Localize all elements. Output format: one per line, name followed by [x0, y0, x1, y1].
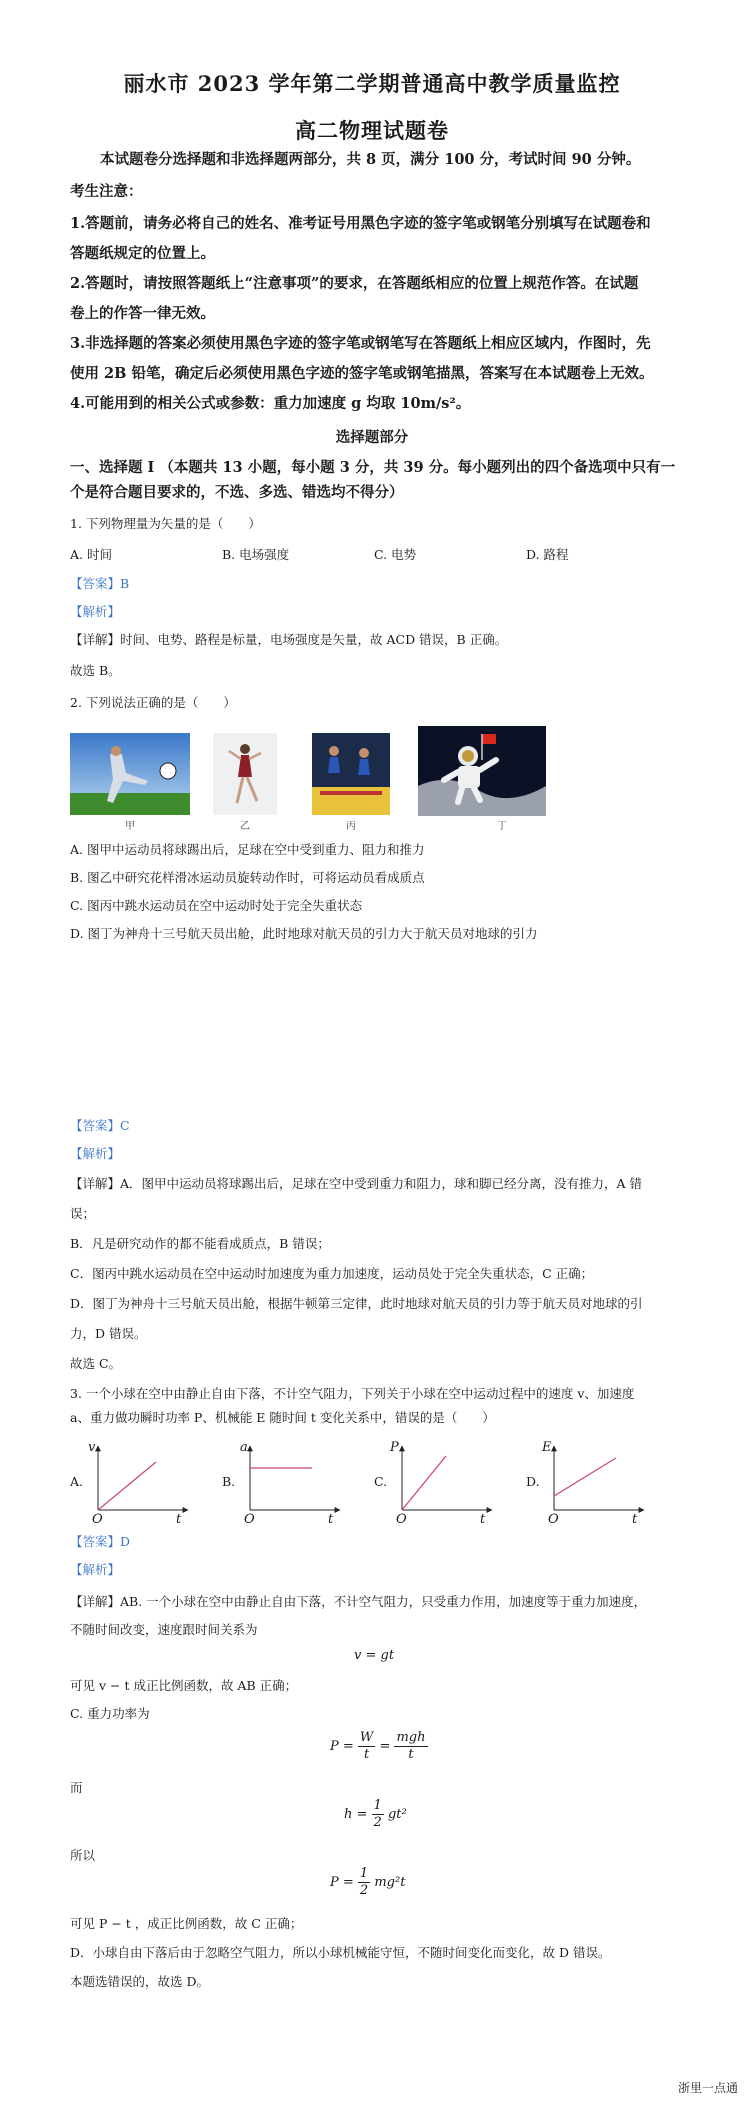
q3-line: 而	[70, 1780, 83, 1795]
graph-d-x-label: t	[632, 1512, 638, 1527]
figure-skater-photo	[213, 733, 277, 815]
q2-detail-line: B．凡是研究动作的都不能看成质点，B 错误；	[70, 1236, 330, 1251]
q2-option-d: D. 图丁为神舟十三号航天员出舱，此时地球对航天员的引力大于航天员对地球的引力	[70, 926, 538, 941]
graph-c-label: C.	[374, 1474, 388, 1489]
q3-line: 可见 v − t 成正比例函数，故 AB 正确；	[70, 1678, 298, 1693]
q1-answer: 【答案】B	[70, 576, 130, 591]
q3-stem: a、重力做功瞬时功率 P、机械能 E 随时间 t 变化关系中，错误的是（ ）	[70, 1410, 495, 1425]
graph-b-origin: O	[244, 1512, 255, 1527]
q3-detail: 【详解】AB. 一个小球在空中由静止自由下落，不计空气阻力，只受重力作用，加速度等于重力加速度，	[70, 1594, 647, 1609]
exam-subtitle: 高二物理试题卷	[295, 118, 449, 143]
q2-stem: 2. 下列说法正确的是（ ）	[70, 695, 236, 710]
graph-c-y-label: P	[390, 1440, 399, 1455]
caption-ding: 丁	[497, 821, 507, 832]
astronaut-photo	[418, 726, 546, 816]
q2-detail-line: C．图丙中跳水运动员在空中运动时加速度为重力加速度，运动员处于完全失重状态，C 正确；	[70, 1266, 594, 1281]
q2-detail-line: 误；	[70, 1206, 96, 1221]
q3-line: 可见 P − t ，成正比例函数，故 C 正确；	[70, 1916, 303, 1931]
q3-line: D．小球自由下落后由于忽略空气阻力，所以小球机械能守恒，不随时间变化而变化，故 D 错误。	[70, 1945, 611, 1960]
notice-line: 2.答题时，请按照答题纸上“注意事项”的要求，在答题纸相应的位置上规范作答。在试题	[70, 275, 639, 292]
graph-b-y-label: a	[240, 1440, 248, 1455]
q3-line: 本题选错误的，故选 D。	[70, 1974, 209, 1989]
graph-d-label: D.	[526, 1474, 540, 1489]
q1-option-d: D. 路程	[526, 547, 569, 562]
graph-b	[236, 1440, 344, 1520]
notice-line: 4.可能用到的相关公式或参数：重力加速度 g 均取 10m/s²。	[70, 395, 471, 412]
q3-line: C. 重力功率为	[70, 1706, 150, 1721]
equation-power-final: P = $\frac{1}{2}$ mg²t	[330, 1866, 406, 1898]
graph-c-origin: O	[396, 1512, 407, 1527]
graph-d-origin: O	[548, 1512, 559, 1527]
caption-bing: 丙	[346, 821, 356, 832]
q2-detail-line: D．图丁为神舟十三号航天员出舱，根据牛顿第三定律，此时地球对航天员的引力等于航天员对地球的引	[70, 1296, 643, 1311]
q1-option-a: A. 时间	[70, 547, 112, 562]
intro-text: 本试题卷分选择题和非选择题两部分，共 8 页，满分 100 分，考试时间 90 分钟。	[100, 151, 641, 168]
graph-a-x-label: t	[176, 1512, 182, 1527]
q1-detail: 【详解】时间、电势、路程是标量，电场强度是矢量，故 ACD 错误，B 正确。	[70, 632, 508, 647]
q2-option-a: A. 图甲中运动员将球踢出后，足球在空中受到重力、阻力和推力	[70, 842, 425, 857]
q3-answer: 【答案】D	[70, 1534, 131, 1549]
q1-conclusion: 故选 B。	[70, 663, 121, 678]
graph-b-x-label: t	[328, 1512, 334, 1527]
notice-line: 卷上的作答一律无效。	[70, 305, 215, 322]
graph-d-y-label: E	[542, 1440, 552, 1455]
q1-option-b: B. 电场强度	[222, 547, 290, 562]
q2-option-c: C. 图丙中跳水运动员在空中运动时处于完全失重状态	[70, 898, 363, 913]
notice-line: 3.非选择题的答案必须使用黑色字迹的签字笔或钢笔写在答题纸上相应区域内，作图时，先	[70, 335, 651, 352]
equation-height: h = $\frac{1}{2}$ gt²	[344, 1798, 407, 1830]
diving-photo	[312, 733, 390, 815]
graph-a	[84, 1440, 192, 1520]
equation-v-gt: v = gt	[354, 1648, 395, 1663]
graph-a-y-label: v	[88, 1440, 96, 1455]
q3-stem: 3. 一个小球在空中由静止自由下落，不计空气阻力，下列关于小球在空中运动过程中的速度 v、加速度	[70, 1386, 635, 1401]
q2-detail-line: 力，D 错误。	[70, 1326, 147, 1341]
graph-c	[388, 1440, 496, 1520]
graph-d	[540, 1440, 648, 1520]
section-heading: 一、选择题 I （本题共 13 小题，每小题 3 分，共 39 分。每小题列出的四个备选项中只有一	[70, 459, 676, 476]
notice-line: 使用 2B 铅笔，确定后必须使用黑色字迹的签字笔或钢笔描黑，答案写在本试题卷上无效。	[70, 365, 654, 382]
notice-line: 1.答题前，请务必将自己的姓名、准考证号用黑色字迹的签字笔或钢笔分别填写在试题卷和	[70, 215, 651, 232]
q1-analysis: 【解析】	[70, 604, 121, 619]
q3-line: 所以	[70, 1848, 96, 1863]
q2-detail-line: 【详解】A．图甲中运动员将球踢出后，足球在空中受到重力和阻力，球和脚已经分离，没有推力，A 错	[70, 1176, 643, 1191]
section-heading: 个是符合题目要求的，不选、多选、错选均不得分）	[70, 484, 404, 501]
graph-a-label: A.	[70, 1474, 84, 1489]
section-title: 选择题部分	[335, 429, 409, 446]
graph-a-origin: O	[92, 1512, 103, 1527]
exam-title: 丽水市 2023 学年第二学期普通高中教学质量监控	[123, 71, 621, 96]
graph-b-label: B.	[222, 1474, 236, 1489]
notice-heading: 考生注意：	[70, 183, 143, 200]
q2-conclusion: 故选 C。	[70, 1356, 122, 1371]
q2-analysis: 【解析】	[70, 1146, 121, 1161]
footer-watermark: 浙里一点通	[677, 2081, 738, 2095]
q3-detail: 不随时间改变，速度跟时间关系为	[70, 1622, 258, 1637]
q2-answer: 【答案】C	[70, 1118, 130, 1133]
q1-stem: 1. 下列物理量为矢量的是（ ）	[70, 516, 261, 531]
caption-yi: 乙	[240, 821, 250, 832]
caption-jia: 甲	[125, 821, 135, 832]
q1-option-c: C. 电势	[374, 547, 417, 562]
q2-option-b: B. 图乙中研究花样滑冰运动员旋转动作时，可将运动员看成质点	[70, 870, 425, 885]
q3-analysis: 【解析】	[70, 1562, 121, 1577]
soccer-photo	[70, 733, 190, 815]
equation-power: P = $\frac{W}{t}$ = $\frac{\text{mgh}}{t}$	[330, 1730, 426, 1762]
notice-line: 答题纸规定的位置上。	[70, 245, 215, 262]
graph-c-x-label: t	[480, 1512, 486, 1527]
